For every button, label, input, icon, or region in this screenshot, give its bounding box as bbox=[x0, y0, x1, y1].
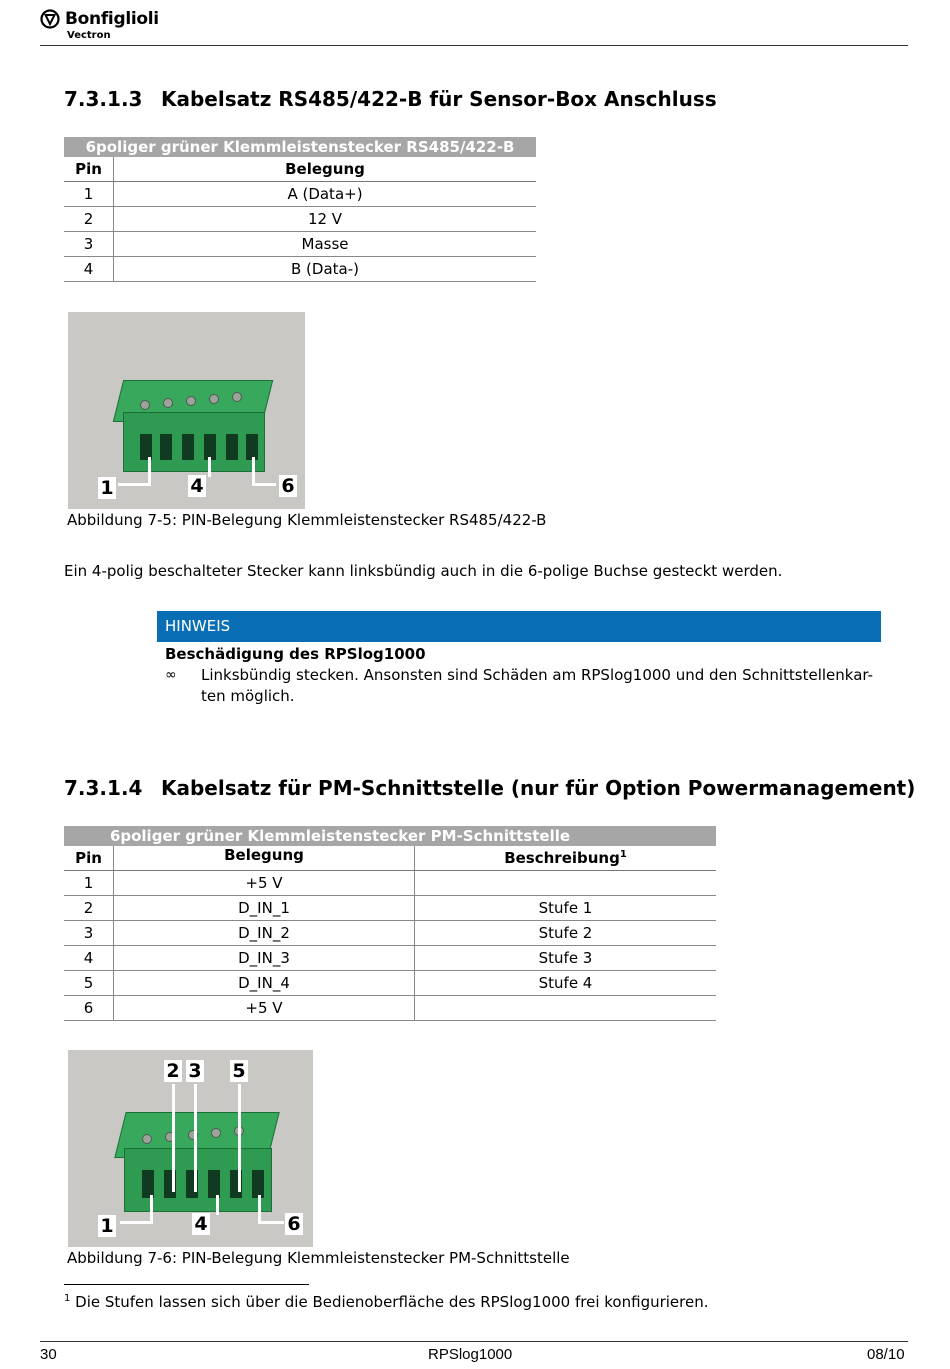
footnote-mark: 1 bbox=[64, 1293, 71, 1304]
cell-beschreibung bbox=[415, 871, 717, 896]
footnote-mark: 1 bbox=[619, 849, 627, 860]
footer-rule bbox=[40, 1341, 908, 1342]
pointer-line bbox=[216, 1195, 219, 1215]
section-title: Kabelsatz RS485/422-B für Sensor-Box Anschluss bbox=[161, 87, 717, 111]
footnote-text: Die Stufen lassen sich über die Bedienoberfläche des RPSlog1000 frei konfigurieren. bbox=[75, 1293, 709, 1311]
table-caption: 6poliger grüner Klemmleistenstecker PM-Schnittstelle bbox=[64, 826, 716, 846]
pointer-line bbox=[150, 1195, 153, 1223]
section-heading-2 bbox=[64, 776, 924, 802]
cell-belegung: D_IN_3 bbox=[114, 946, 415, 971]
bonfiglioli-logo-icon bbox=[40, 9, 60, 29]
cell-pin: 3 bbox=[64, 921, 114, 946]
note-text bbox=[201, 665, 881, 707]
cell-pin: 3 bbox=[64, 232, 114, 257]
pin-label: 4 bbox=[188, 475, 206, 497]
pin-label: 1 bbox=[98, 1215, 116, 1237]
cell-pin: 1 bbox=[64, 182, 114, 207]
pointer-line bbox=[208, 457, 211, 477]
screw-icon bbox=[140, 400, 150, 410]
table-row bbox=[64, 257, 536, 282]
screw-icon bbox=[186, 396, 196, 406]
section-number: 7.3.1.3 bbox=[64, 87, 143, 111]
connector-photo-rs485 bbox=[68, 312, 305, 509]
note-text-line: ten möglich. bbox=[201, 687, 295, 705]
pin-slot bbox=[208, 1170, 220, 1198]
pin-label: 6 bbox=[279, 475, 297, 497]
footer-product: RPSlog1000 bbox=[428, 1346, 513, 1363]
note-banner bbox=[157, 611, 881, 642]
cell-belegung: +5 V bbox=[114, 996, 415, 1021]
table-row bbox=[64, 871, 716, 896]
pin-label: 2 bbox=[164, 1060, 182, 1082]
pin-slot bbox=[142, 1170, 154, 1198]
cell-beschreibung: Stufe 2 bbox=[415, 921, 717, 946]
cell-pin: 1 bbox=[64, 871, 114, 896]
pin-table-rs485 bbox=[64, 137, 536, 282]
pointer-line bbox=[194, 1084, 197, 1192]
cell-belegung: A (Data+) bbox=[114, 182, 537, 207]
pointer-line bbox=[148, 457, 151, 483]
table-row bbox=[64, 182, 536, 207]
screw-icon bbox=[163, 398, 173, 408]
note-title: Beschädigung des RPSlog1000 bbox=[165, 645, 426, 663]
cell-beschreibung: Stufe 3 bbox=[415, 946, 717, 971]
footnote-rule bbox=[64, 1284, 309, 1285]
table-caption: 6poliger grüner Klemmleistenstecker RS485/422-B bbox=[64, 137, 536, 157]
page-number: 30 bbox=[40, 1346, 57, 1363]
cell-pin: 4 bbox=[64, 257, 114, 282]
col-header-belegung: Belegung bbox=[114, 846, 415, 871]
connector-photo-pm bbox=[68, 1050, 313, 1247]
cell-belegung: Masse bbox=[114, 232, 537, 257]
table-header-row bbox=[64, 157, 536, 182]
col-header-beschreibung bbox=[415, 846, 717, 871]
cell-belegung: 12 V bbox=[114, 207, 537, 232]
screw-icon bbox=[232, 392, 242, 402]
cell-beschreibung: Stufe 1 bbox=[415, 896, 717, 921]
pointer-line bbox=[258, 1221, 284, 1224]
pin-label: 6 bbox=[285, 1213, 303, 1235]
footer-date: 08/10 bbox=[867, 1346, 905, 1363]
figure-caption: Abbildung 7-6: PIN-Belegung Klemmleistenstecker PM-Schnittstelle bbox=[67, 1249, 570, 1267]
section-title: Kabelsatz für PM-Schnittstelle (nur für Option Powermanagement) bbox=[161, 776, 916, 800]
cell-pin: 2 bbox=[64, 896, 114, 921]
cell-belegung: +5 V bbox=[114, 871, 415, 896]
pointer-line bbox=[252, 483, 276, 486]
cell-pin: 2 bbox=[64, 207, 114, 232]
note-text-line: Linksbündig stecken. Ansonsten sind Schäden am RPSlog1000 und den Schnittstellenkar- bbox=[201, 666, 874, 684]
table-row bbox=[64, 896, 716, 921]
brand-logo bbox=[40, 8, 180, 44]
body-paragraph: Ein 4-polig beschalteter Stecker kann linksbündig auch in die 6-polige Buchse gesteckt werden. bbox=[64, 562, 783, 580]
cell-pin: 5 bbox=[64, 971, 114, 996]
table-row bbox=[64, 207, 536, 232]
cell-beschreibung: Stufe 4 bbox=[415, 971, 717, 996]
table-caption-row bbox=[64, 137, 536, 157]
table-header-row bbox=[64, 846, 716, 871]
figure-caption: Abbildung 7-5: PIN-Belegung Klemmleistenstecker RS485/422-B bbox=[67, 511, 547, 529]
brand-name: Bonfiglioli bbox=[65, 9, 159, 29]
pointer-line bbox=[238, 1084, 241, 1192]
cell-pin: 6 bbox=[64, 996, 114, 1021]
table-row bbox=[64, 921, 716, 946]
cell-pin: 4 bbox=[64, 946, 114, 971]
cell-beschreibung bbox=[415, 996, 717, 1021]
brand-sub: Vectron bbox=[67, 30, 111, 41]
pin-slot bbox=[160, 434, 172, 460]
cell-belegung: D_IN_2 bbox=[114, 921, 415, 946]
pin-slot bbox=[182, 434, 194, 460]
table-row bbox=[64, 996, 716, 1021]
pin-label: 5 bbox=[230, 1060, 248, 1082]
col-header-beschreibung-label: Beschreibung bbox=[504, 849, 620, 867]
table-row bbox=[64, 946, 716, 971]
cell-belegung: B (Data-) bbox=[114, 257, 537, 282]
section-heading-1 bbox=[64, 87, 924, 113]
note-heading: HINWEIS bbox=[165, 617, 231, 635]
pin-slot bbox=[252, 1170, 264, 1198]
pin-slot bbox=[226, 434, 238, 460]
screw-icon bbox=[209, 394, 219, 404]
col-header-pin: Pin bbox=[64, 157, 114, 182]
col-header-belegung: Belegung bbox=[114, 157, 537, 182]
pointer-line bbox=[258, 1195, 261, 1223]
pointer-line bbox=[118, 483, 151, 486]
pin-label: 1 bbox=[98, 477, 116, 499]
pointer-line bbox=[120, 1221, 153, 1224]
col-header-pin: Pin bbox=[64, 846, 114, 871]
section-number: 7.3.1.4 bbox=[64, 776, 143, 800]
table-caption-row bbox=[64, 826, 716, 846]
pointer-line bbox=[252, 457, 255, 485]
screw-icon bbox=[211, 1128, 221, 1138]
footnote bbox=[64, 1293, 709, 1311]
screw-icon bbox=[142, 1134, 152, 1144]
table-row bbox=[64, 971, 716, 996]
pin-table-pm bbox=[64, 826, 716, 1021]
pin-label: 4 bbox=[192, 1213, 210, 1235]
table-row bbox=[64, 232, 536, 257]
cell-belegung: D_IN_1 bbox=[114, 896, 415, 921]
infinity-bullet-icon: ∞ bbox=[165, 667, 177, 683]
cell-belegung: D_IN_4 bbox=[114, 971, 415, 996]
header-rule bbox=[40, 45, 908, 46]
pin-label: 3 bbox=[186, 1060, 204, 1082]
pointer-line bbox=[172, 1084, 175, 1192]
